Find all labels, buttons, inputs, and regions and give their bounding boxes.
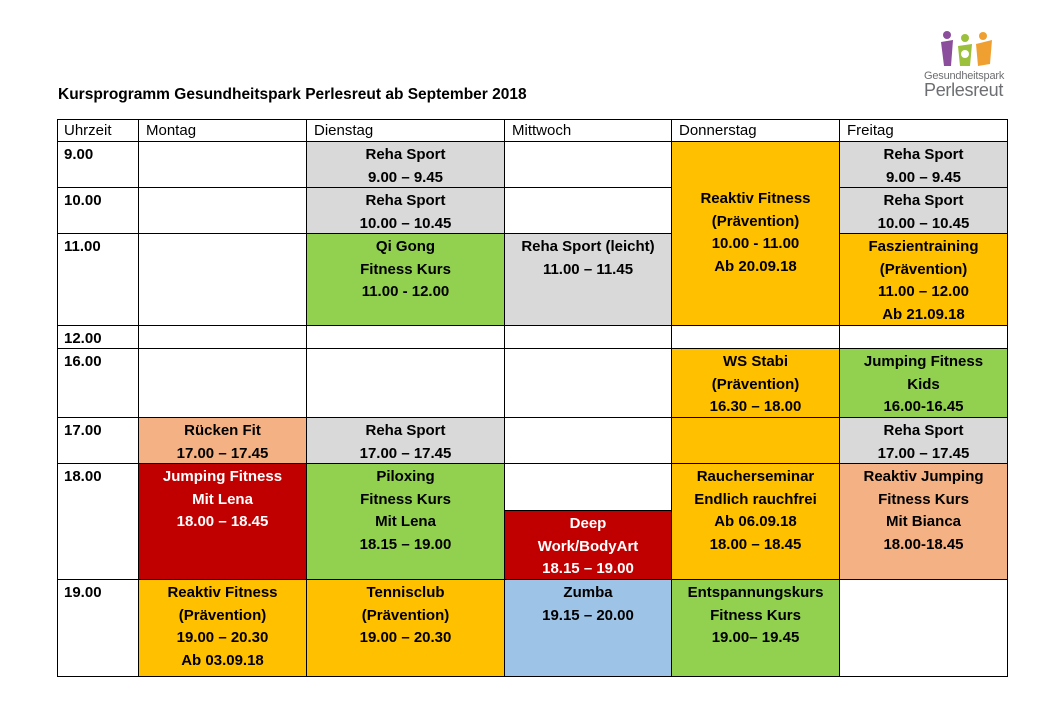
course-line: 19.00– 19.45: [711, 629, 800, 647]
empty-cell: [840, 326, 1008, 349]
course-mo-1900-reaktiv-fitness: [139, 580, 307, 677]
course-line: Mit Lena: [192, 490, 253, 508]
logo-figures-icon: [938, 30, 996, 68]
course-line: (Prävention): [178, 606, 267, 624]
course-line: Rücken Fit: [184, 422, 261, 439]
course-fr-1600-jumping-fitness-kids: [840, 349, 1008, 418]
empty-cell: [139, 142, 307, 188]
page-title: Kursprogramm Gesundheitspark Perlesreut ab September 2018: [58, 86, 527, 103]
time-1900: 19.00: [57, 580, 139, 677]
empty-cell: [307, 349, 505, 418]
course-line: Kids: [907, 375, 940, 393]
empty-cell: [505, 326, 672, 349]
logo: [922, 30, 1012, 102]
course-line: Qi Gong: [375, 238, 436, 255]
course-line: Raucherseminar: [696, 468, 815, 485]
logo-text-line2: Perlesreut: [924, 80, 1004, 100]
course-mo-1700-ruecken-fit: [139, 418, 307, 464]
course-line: 18.00 – 18.45: [176, 513, 269, 531]
course-line: Mit Bianca: [885, 513, 961, 531]
course-line: 9.00 – 9.45: [885, 168, 962, 186]
course-line: 19.00 – 20.30: [359, 629, 452, 647]
course-fr-0900-reha-sport: [840, 142, 1008, 188]
course-line: Ab 20.09.18: [714, 257, 797, 275]
course-line: Ab 21.09.18: [882, 305, 965, 323]
logo-text-line1: Gesundheitspark: [924, 70, 1005, 82]
empty-cell: [840, 580, 1008, 677]
course-line: Reha Sport: [365, 422, 446, 439]
course-line: (Prävention): [879, 260, 968, 278]
course-line: 16.00-16.45: [883, 398, 964, 416]
course-line: 17.00 – 17.45: [359, 444, 452, 462]
course-line: 19.15 – 20.00: [542, 606, 634, 624]
time-1600: 16.00: [57, 349, 139, 418]
course-line: Reha Sport: [883, 192, 964, 209]
course-do-1600-ws-stabi: [672, 349, 840, 418]
course-fr-1100-faszientraining: [840, 234, 1008, 326]
course-line: Work/BodyArt: [537, 537, 639, 555]
course-line: Fitness Kurs: [360, 260, 451, 278]
course-di-1100-qi-gong: [307, 234, 505, 326]
course-line: Tennisclub: [366, 584, 445, 601]
course-line: Ab 06.09.18: [714, 513, 797, 531]
course-di-0900-reha-sport: [307, 142, 505, 188]
course-line: Endlich rauchfrei: [694, 490, 817, 508]
course-di-1700-reha-sport: [307, 418, 505, 464]
empty-cell: [139, 188, 307, 234]
empty-cell: [139, 349, 307, 418]
course-line: 10.00 – 10.45: [359, 214, 452, 232]
course-line: Reha Sport (leicht): [521, 238, 655, 255]
time-1800: 18.00: [57, 464, 139, 580]
course-line: 18.15 – 19.00: [359, 535, 452, 553]
course-mi-1100-reha-sport-leicht: [505, 234, 672, 326]
header-dienstag: Dienstag: [307, 119, 505, 142]
course-mi-1815-deep-work: [505, 511, 672, 580]
empty-cell: [505, 142, 672, 188]
course-line: Reha Sport: [365, 192, 446, 209]
course-line: 9.00 – 9.45: [367, 168, 444, 186]
course-line: 17.00 – 17.45: [877, 444, 970, 462]
course-line: Reha Sport: [883, 422, 964, 439]
course-line: 11.00 - 12.00: [361, 283, 450, 301]
course-line: 11.00 – 11.45: [542, 260, 634, 278]
time-1100: 11.00: [57, 234, 139, 326]
course-line: Deep: [569, 515, 607, 532]
course-line: WS Stabi: [722, 353, 788, 370]
empty-cell: [505, 464, 672, 511]
course-line: Reaktiv Fitness: [167, 584, 278, 601]
course-di-1000-reha-sport: [307, 188, 505, 234]
empty-cell: [139, 326, 307, 349]
course-line: Faszientraining: [868, 238, 979, 255]
course-line: 19.00 – 20.30: [176, 629, 269, 647]
empty-cell: [505, 418, 672, 464]
course-do-1900-entspannungskurs: [672, 580, 840, 677]
course-line: Reaktiv Jumping: [863, 468, 984, 485]
course-line: Jumping Fitness: [162, 468, 283, 485]
time-1200: 12.00: [57, 326, 139, 349]
course-mo-1800-jumping-fitness: [139, 464, 307, 580]
empty-cell: [139, 234, 307, 326]
empty-cell: [505, 349, 672, 418]
time-1000: 10.00: [57, 188, 139, 234]
course-line: Mit Lena: [375, 513, 436, 531]
header-mittwoch: Mittwoch: [505, 119, 672, 142]
course-line: 18.00 – 18.45: [709, 535, 802, 553]
empty-cell: [672, 326, 840, 349]
course-di-1900-tennisclub: [307, 580, 505, 677]
time-0900: 9.00: [57, 142, 139, 188]
header-uhrzeit: Uhrzeit: [57, 119, 139, 142]
course-line: 17.00 – 17.45: [176, 444, 269, 462]
time-1700: 17.00: [57, 418, 139, 464]
course-mi-1900-zumba: [505, 580, 672, 677]
course-do-1700-ws-stabi-cont: [672, 418, 840, 464]
header-freitag: Freitag: [840, 119, 1008, 142]
course-line: Zumba: [563, 584, 613, 601]
course-fr-1700-reha-sport: [840, 418, 1008, 464]
course-line: 11.00 – 12.00: [878, 283, 969, 301]
course-line: 10.00 – 10.45: [877, 214, 970, 232]
course-line: (Prävention): [361, 606, 450, 624]
course-line: Reha Sport: [365, 146, 446, 163]
course-line: Entspannungskurs: [687, 584, 824, 601]
course-do-1000-reaktiv-fitness: [672, 142, 840, 326]
course-di-1800-piloxing: [307, 464, 505, 580]
empty-cell: [505, 188, 672, 234]
course-line: Fitness Kurs: [878, 490, 969, 508]
course-line: Reaktiv Fitness: [700, 190, 811, 207]
course-line: 10.00 - 11.00: [711, 235, 800, 253]
course-line: Ab 03.09.18: [181, 651, 264, 669]
course-line: Fitness Kurs: [360, 490, 451, 508]
course-fr-1000-reha-sport: [840, 188, 1008, 234]
course-line: (Prävention): [711, 212, 800, 230]
course-line: 16.30 – 18.00: [709, 398, 802, 416]
course-fr-1800-reaktiv-jumping: [840, 464, 1008, 580]
course-line: 18.15 – 19.00: [542, 560, 634, 578]
course-line: (Prävention): [711, 375, 800, 393]
course-line: Piloxing: [376, 468, 435, 485]
course-line: Jumping Fitness: [863, 353, 984, 370]
course-line: 18.00-18.45: [883, 535, 964, 553]
header-donnerstag: Donnerstag: [672, 119, 840, 142]
header-montag: Montag: [139, 119, 307, 142]
course-line: Fitness Kurs: [710, 606, 801, 624]
schedule-table: [57, 119, 1008, 677]
course-line: Reha Sport: [883, 146, 964, 163]
empty-cell: [307, 326, 505, 349]
course-do-1800-raucherseminar: [672, 464, 840, 580]
